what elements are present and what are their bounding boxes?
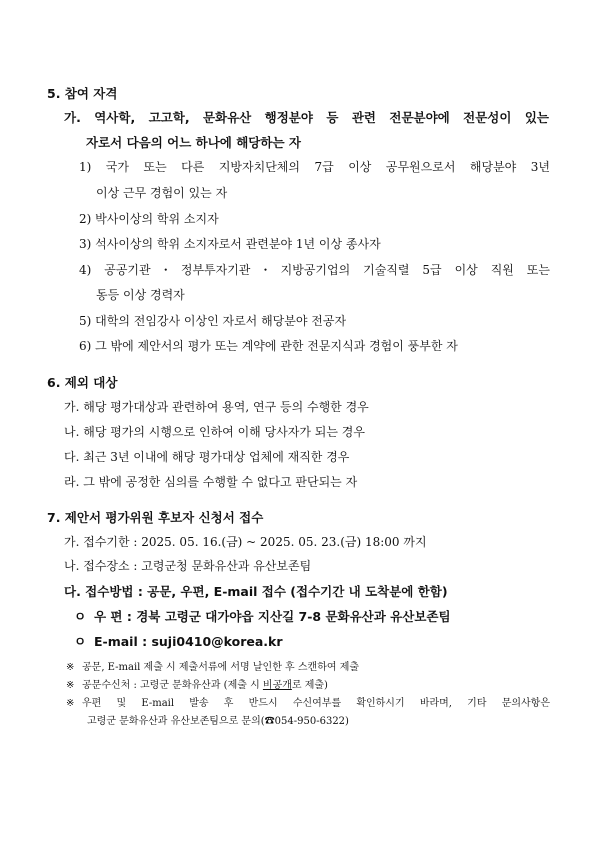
section-5-item-3: 3) 석사이상의 학위 소지자로서 관련분야 1년 이상 종사자 [79,237,381,251]
note-2-suffix: 로 제출) [291,680,328,691]
section-7-title: 7. 제안서 평가위원 후보자 신청서 접수 [47,510,264,525]
section-5-ga-line-2: 자로서 다음의 어느 하나에 해당하는 자 [86,135,301,150]
reference-mark-icon: ※ [66,698,75,709]
section-5-item-5: 5) 대학의 전임강사 이상인 자로서 해당분야 전공자 [79,314,347,328]
section-6-item-ga: 가. 해당 평가대상과 관련하여 용역, 연구 등의 수행한 경우 [64,400,369,414]
email-address: E-mail : suji0410@korea.kr [94,634,283,649]
note-3-line-1-text: 우편 및 E-mail 발송 후 반드시 수신여부를 확인하시기 바라며, 기타 문의사항은 [82,698,550,709]
section-5-item-4-line-2: 동등 이상 경력자 [96,288,185,302]
note-2-prefix: 공문수신처 : 고령군 문화유산과 (제출 시 [82,680,263,691]
section-7-location: 나. 접수장소 : 고령군청 문화유산과 유산보존팀 [64,559,312,573]
reference-mark-icon: ※ [66,680,75,691]
section-6-item-ra: 라. 그 밖에 공정한 심의를 수행할 수 없다고 판단되는 자 [64,475,358,489]
note-1 [66,658,359,673]
note-3-line-1 [66,694,550,709]
section-6-title: 6. 제외 대상 [47,375,118,390]
note-2-underlined: 비공개 [262,680,292,691]
section-5-title: 5. 참여 자격 [47,86,118,101]
section-7-email-row [74,632,283,650]
section-5-item-6: 6) 그 밖에 제안서의 평가 또는 계약에 관한 전문지식과 경험이 풍부한 자 [79,339,458,353]
note-2 [66,676,328,691]
section-6-item-na: 나. 해당 평가의 시행으로 인하여 이해 당사자가 되는 경우 [64,425,365,439]
circle-bullet-icon: ㅇ [74,609,87,624]
mail-address: 우 편 : 경북 고령군 대가야읍 지산길 7-8 문화유산과 유산보존팀 [94,609,451,624]
section-7-method: 다. 접수방법 : 공문, 우편, E-mail 접수 (접수기간 내 도착분에 한함) [64,584,448,599]
note-1-text: 공문, E-mail 제출 시 제출서류에 서명 날인한 후 스캔하여 제출 [82,662,360,673]
section-5-item-1-line-2: 이상 근무 경험이 있는 자 [96,186,228,200]
section-7-mail-row [74,607,451,625]
section-5-item-2: 2) 박사이상의 학위 소지자 [79,212,219,226]
section-5-ga-line-1: 가. 역사학, 고고학, 문화유산 행정분야 등 관련 전문분야에 전문성이 있는 [64,110,549,125]
reference-mark-icon: ※ [66,662,75,673]
note-3-line-2: 고령군 문화유산과 유산보존팀으로 문의(☎054-950-6322) [87,716,349,727]
section-6-item-da: 다. 최근 3년 이내에 해당 평가대상 업체에 재직한 경우 [64,450,350,464]
section-7-deadline: 가. 접수기한 : 2025. 05. 16.(금) ~ 2025. 05. 23.(금) 18:00 까지 [64,535,427,549]
section-5-item-1-line-1: 1) 국가 또는 다른 지방자치단체의 7급 이상 공무원으로서 해당분야 3년 [79,160,550,174]
circle-bullet-icon: ㅇ [74,634,87,649]
section-5-item-4-line-1: 4) 공공기관・정부투자기관・지방공기업의 기술직렬 5급 이상 직원 또는 [79,263,550,277]
